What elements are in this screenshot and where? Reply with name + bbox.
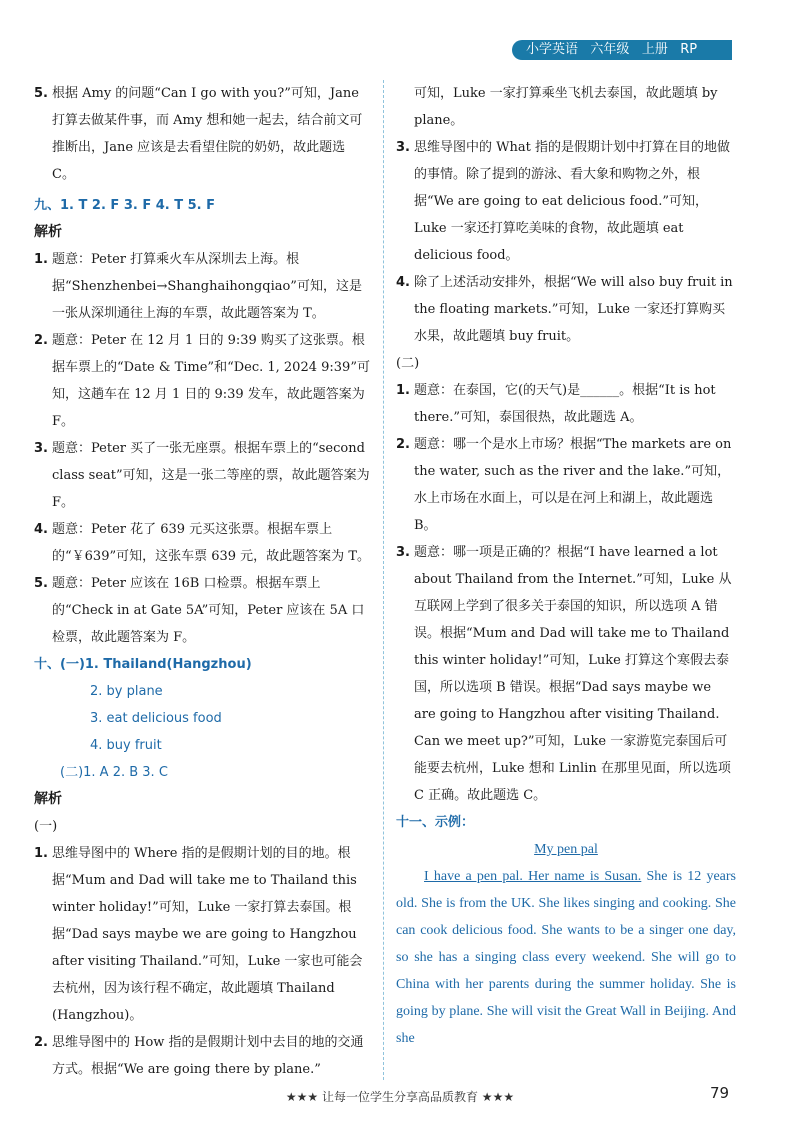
- item-text: 思维导图中的 Where 指的是假期计划的目的地。根据“Mum and Dad will take me to Thailand this winter holiday!”可知，Luke 一家打算去泰国。根据“Dad says maybe we are going to Hangzhou after visiting Thailand.”可知，Luke 一家也可能会去杭州，因为该行程不确定，故此题填 Thailand (Hangzhou)。: [51, 846, 363, 1023]
- mindmap-item-2: [34, 1029, 370, 1083]
- item-number: 4.: [34, 522, 48, 537]
- essay-body: [396, 863, 736, 1052]
- column-divider: [383, 80, 384, 1080]
- item-number: 3.: [396, 545, 410, 560]
- reading-item-1: [396, 377, 736, 431]
- analysis-heading-2: 解析: [34, 791, 62, 807]
- item-number: 2.: [34, 1035, 48, 1050]
- item-number: 3.: [396, 140, 410, 155]
- section-10-answer-1: 十、(一)1. Thailand(Hangzhou): [34, 657, 252, 672]
- item-text: 题意：在泰国，它(的天气)是______。根据“It is hot there.”可知，泰国很热，故此题选 A。: [413, 383, 716, 425]
- item-number: 3.: [34, 441, 48, 456]
- header-grade: 六年级: [590, 42, 630, 57]
- right-column: [396, 80, 736, 1052]
- item-text: 题意：Peter 应该在 16B 口检票。根据车票上的“Check in at Gate 5A”可知，Peter 应该在 5A 口检票，故此题答案为 F。: [51, 576, 365, 645]
- item-text: 题意：Peter 买了一张无座票。根据车票上的“second class seat”可知，这是一张二等座的票，故此题答案为 F。: [51, 441, 370, 510]
- item-number: 1.: [396, 383, 410, 398]
- item-text: 除了上述活动安排外，根据“We will also buy fruit in the floating markets.”可知，Luke 一家还打算购买水果，故此题填 buy fruit。: [413, 275, 733, 344]
- left-column: [34, 80, 370, 1083]
- page-number: 79: [710, 1084, 730, 1102]
- mindmap-item-3: [396, 134, 736, 269]
- item-number: 2.: [396, 437, 410, 452]
- item-number: 5.: [34, 86, 48, 101]
- section-10-answer-4: 4. buy fruit: [90, 738, 162, 753]
- item-text: 思维导图中的 How 指的是假期计划中去目的地的交通方式。根据“We are going there by plane.”: [51, 1035, 364, 1077]
- q9-item-5: [34, 80, 370, 188]
- item-number: 5.: [34, 576, 48, 591]
- item-text: 思维导图中的 What 指的是假期计划中打算在目的地做的事情。除了提到的游泳、看大象和购物之外，根据“We are going to eat delicious food.”可知，Luke 一家还打算吃美味的食物，故此题填 eat delicious food。: [413, 140, 730, 263]
- mindmap-item-2-continued: 可知，Luke 一家打算乘坐飞机去泰国，故此题填 by plane。: [414, 86, 718, 128]
- item-text: 题意：哪一个是水上市场？根据“The markets are on the water, such as the river and the lake.”可知，水上市场在水面上，可以是在河上和湖上，故此题选 B。: [413, 437, 732, 533]
- analysis-item-5: [34, 570, 370, 651]
- essay-rest: She is 12 years old. She is from the UK. She likes singing and cooking. She can cook delicious food. She wants to be a singer one day, so she has a singing class every weekend. She will go to China with her parents during the summer holiday. She is going by plane. She will visit the Great Wall in Beijing. And she: [396, 869, 736, 1046]
- mindmap-item-1: [34, 840, 370, 1029]
- item-text: 题意：Peter 花了 639 元买这张票。根据车票上的“￥639”可知，这张车票 639 元，故此题答案为 T。: [51, 522, 370, 564]
- analysis-item-1: [34, 246, 370, 327]
- mindmap-item-4: [396, 269, 736, 350]
- item-text: 题意：Peter 打算乘火车从深圳去上海。根据“Shenzhenbei→Shanghaihongqiao”可知，这是一张从深圳通往上海的车票，故此题答案为 T。: [51, 252, 362, 321]
- footer-slogan: ★★★ 让每一位学生分享高品质教育 ★★★: [285, 1090, 515, 1104]
- reading-item-2: [396, 431, 736, 539]
- section-10-part2-answers: (二)1. A 2. B 3. C: [60, 765, 168, 780]
- item-number: 2.: [34, 333, 48, 348]
- analysis-heading: 解析: [34, 224, 62, 240]
- book-header-band: [512, 40, 732, 60]
- analysis-item-4: [34, 516, 370, 570]
- header-series: 小学英语: [526, 42, 579, 57]
- section-11-heading: 十一、示例：: [396, 815, 475, 830]
- part-1-label: (一): [34, 819, 58, 834]
- item-text: 题意：Peter 在 12 月 1 日的 9:39 购买了这张票。根据车票上的“Date & Time”和“Dec. 1, 2024 9:39”可知，这趟车在 12 月 1 日的 9:39 发车，故此题答案为 F。: [51, 333, 370, 429]
- section-10-answer-2: 2. by plane: [90, 684, 163, 699]
- item-text: 题意：哪一项是正确的？根据“I have learned a lot about Thailand from the Internet.”可知，Luke 从互联网上学到了很多关于泰国的知识，所以选项 A 错误。根据“Mum and Dad will take me to Thailand this winter holiday!”可知，Luke 打算这个寒假去泰国，所以选项 B 错误。根据“Dad says maybe we are going to Hangzhou after visiting Thailand. Can we meet up?”可知，Luke 一家游览完泰国后可能要去杭州，Luke 想和 Linlin 在那里见面，所以选项 C 正确。故此题选 C。: [413, 545, 732, 803]
- item-number: 1.: [34, 252, 48, 267]
- item-text: 根据 Amy 的问题“Can I go with you?”可知，Jane 打算去做某件事，而 Amy 想和她一起去，结合前文可推断出，Jane 应该是去看望住院的奶奶，故此题选 C。: [51, 86, 363, 182]
- header-edition: RP: [680, 42, 698, 57]
- section-9-answers: 九、1. T 2. F 3. F 4. T 5. F: [34, 198, 216, 213]
- reading-item-3: [396, 539, 736, 809]
- essay-first-sentence: I have a pen pal. Her name is Susan.: [424, 869, 642, 884]
- section-10-answer-3: 3. eat delicious food: [90, 711, 222, 726]
- item-number: 4.: [396, 275, 410, 290]
- part-2-label: (二): [396, 356, 420, 371]
- analysis-item-3: [34, 435, 370, 516]
- header-volume: 上册: [641, 42, 668, 57]
- essay-title: My pen pal: [534, 842, 598, 857]
- analysis-item-2: [34, 327, 370, 435]
- item-number: 1.: [34, 846, 48, 861]
